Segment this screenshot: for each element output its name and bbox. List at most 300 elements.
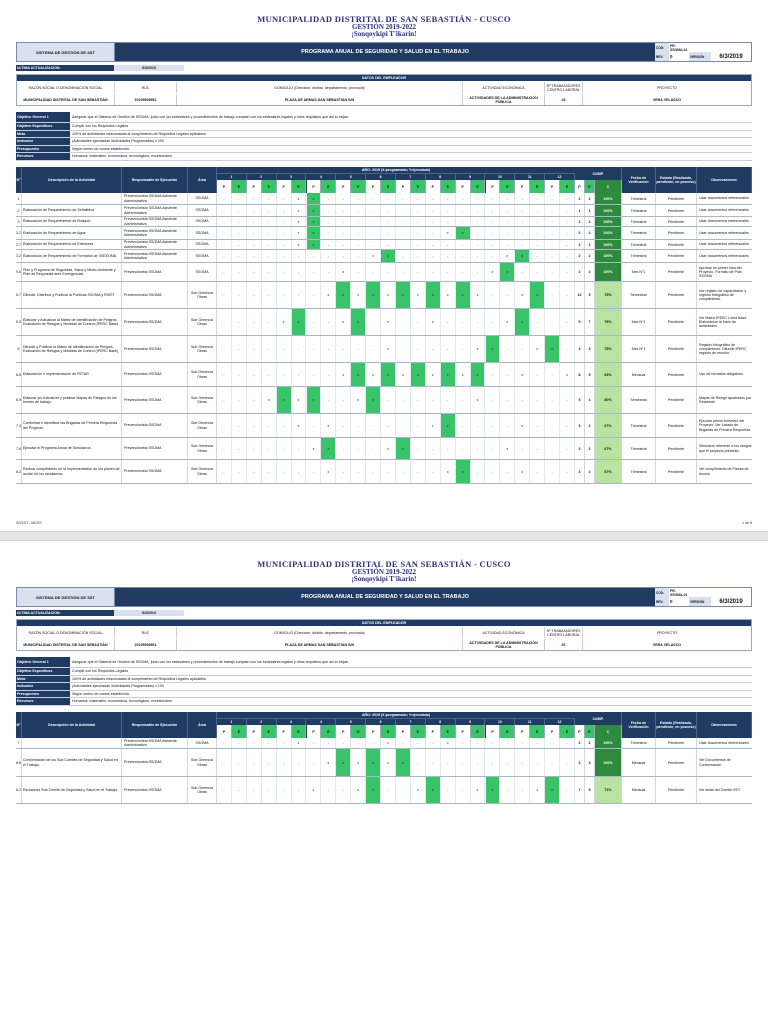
programmed-mark: x <box>381 749 396 776</box>
empty-slot: - <box>471 240 486 249</box>
objective-value: 100% de actividades relacionadas al cumplimiento de Requisitos Legales aplicables <box>72 676 206 681</box>
programmed-header: P <box>366 180 381 193</box>
empty-slot: - <box>545 193 560 204</box>
month-header: 9 <box>456 174 486 180</box>
executed-header: E <box>500 725 515 738</box>
activity-number: 3 <box>16 217 22 226</box>
column-header-num: Nº <box>16 167 22 193</box>
programmed-header: P <box>456 725 471 738</box>
empty-slot: - <box>426 217 441 226</box>
empty-slot: - <box>232 282 247 308</box>
employer-label: PROYECTO <box>656 630 678 635</box>
programmed-mark: x <box>336 309 351 335</box>
verification-date: Semestral <box>622 282 656 308</box>
empty-slot: - <box>277 217 292 226</box>
compliance-percent: 67% <box>595 438 622 459</box>
empty-slot: - <box>560 749 575 776</box>
system-label: SISTEMA DE GESTIÓN DE SST <box>17 43 115 61</box>
programmed-header: P <box>217 180 232 193</box>
executed-mark: x <box>307 240 322 249</box>
compliance-percent: 100% <box>595 250 622 262</box>
verification-date: Trimestral <box>622 250 656 262</box>
activity-number: 8 <box>16 336 22 362</box>
document-page-2 <box>0 545 768 1024</box>
empty-slot: - <box>366 414 381 437</box>
compliance-percent: 75% <box>595 282 622 308</box>
empty-slot: - <box>560 263 575 281</box>
executed-header: E <box>471 180 486 193</box>
empty-slot: - <box>396 336 411 362</box>
executed-header: E <box>381 725 396 738</box>
activity-description: Plan y Programa de Seguridad, Salud y Medio Ambiente y Plan de Respuesta ante Emergencias <box>22 263 122 281</box>
compliance-header: CUMP. <box>575 167 622 180</box>
empty-slot: - <box>426 336 441 362</box>
empty-slot: - <box>530 193 545 204</box>
programmed-mark: x <box>471 387 486 413</box>
empty-slot: - <box>232 240 247 249</box>
observations: Mapas de Riesgo aprobados por Residente <box>699 395 752 404</box>
objective-row <box>16 123 752 131</box>
programmed-count: 7 <box>575 777 585 803</box>
empty-slot: - <box>500 749 515 776</box>
executed-count: 2 <box>585 217 595 226</box>
executed-mark: x <box>456 282 471 308</box>
programmed-count: 4 <box>575 336 585 362</box>
verification-date: Trimestral <box>622 217 656 226</box>
rev-value: 0 <box>670 599 673 604</box>
observations: Ver cumplimiento de Planes de Acción <box>699 467 749 476</box>
empty-slot: - <box>545 749 560 776</box>
empty-slot: - <box>336 250 351 262</box>
executed-header: E <box>530 180 545 193</box>
programmed-mark: x <box>500 438 515 459</box>
empty-slot: - <box>351 414 366 437</box>
month-header: 9 <box>456 719 486 725</box>
empty-slot: - <box>486 460 501 483</box>
empty-slot: - <box>545 205 560 216</box>
compliance-percent: 100% <box>595 227 622 239</box>
empty-slot: - <box>381 227 396 239</box>
activity-area: SSOMA <box>188 193 217 204</box>
programmed-mark: x <box>307 438 322 459</box>
programmed-mark: x <box>530 777 545 803</box>
empty-slot: - <box>471 749 486 776</box>
programmed-count: 2 <box>575 250 585 262</box>
table-row <box>16 414 752 438</box>
executed-count: 1 <box>585 240 595 249</box>
activity-description: Elaboración de Requerimiento de Agua <box>22 227 122 239</box>
column-header-fecha: Fecha de Verificación <box>622 167 656 193</box>
activity-description: Elaborar y/o Actualizar y publicar Mapas de Riesgos de los frentes de trabajo. <box>22 387 122 413</box>
empty-slot: - <box>262 460 277 483</box>
empty-slot: - <box>515 217 530 226</box>
activity-area: Sub Gerencia Obras <box>188 363 217 386</box>
programmed-header: P <box>307 180 322 193</box>
programmed-mark: x <box>381 738 396 748</box>
schedule-grid <box>217 227 575 239</box>
compliance-percent: 100% <box>595 749 622 776</box>
programmed-header: P <box>515 725 530 738</box>
table-row <box>16 217 752 227</box>
observations: Registro fotográfico de cumplimiento. Difundir IPERC registro de reunión. <box>699 342 747 356</box>
programmed-mark: x <box>411 282 426 308</box>
empty-slot: - <box>560 205 575 216</box>
empty-slot: - <box>247 363 262 386</box>
empty-slot: - <box>336 240 351 249</box>
executed-count: 9 <box>585 282 595 308</box>
column-header-obs: Observaciones <box>697 712 752 738</box>
observations: Usar documentos referenciales <box>699 740 749 745</box>
executed-count: 5 <box>585 363 595 386</box>
empty-slot: - <box>426 438 441 459</box>
empty-slot: - <box>456 263 471 281</box>
programmed-count: 9 <box>575 309 585 335</box>
empty-slot: - <box>560 777 575 803</box>
activity-number: 7.8 <box>16 438 22 459</box>
activity-area: Sub Gerencia Obras <box>188 387 217 413</box>
schedule-grid <box>217 749 575 776</box>
empty-slot: - <box>545 414 560 437</box>
table-row <box>16 460 752 484</box>
empty-slot: - <box>456 438 471 459</box>
month-header: 7 <box>396 719 426 725</box>
empty-slot: - <box>441 749 456 776</box>
activity-area: SSOMA <box>188 217 217 226</box>
programmed-mark: x <box>321 414 336 437</box>
employer-data <box>16 619 752 651</box>
objective-value: 100% de actividades relacionadas al cumplimiento de Requisitos Legales aplicables <box>72 131 206 136</box>
empty-slot: - <box>336 460 351 483</box>
programmed-header: P <box>545 180 560 193</box>
status-text: Pendiente <box>656 414 697 437</box>
table-row <box>16 227 752 240</box>
programmed-mark: x <box>515 363 530 386</box>
programmed-mark: x <box>292 738 307 748</box>
objective-key: Indicador <box>16 683 70 690</box>
activity-area: Sub Gerencia Obras <box>188 749 217 776</box>
executed-header: E <box>530 725 545 738</box>
programmed-mark: x <box>486 263 501 281</box>
programmed-mark: x <box>381 438 396 459</box>
objective-row <box>16 668 752 676</box>
empty-slot: - <box>545 282 560 308</box>
programmed-mark: x <box>351 777 366 803</box>
empty-slot: - <box>247 217 262 226</box>
activity-description <box>22 738 122 748</box>
org-name: MUNICIPALIDAD DISTRITAL DE SAN SEBASTIÁN - CUSCO <box>257 14 511 24</box>
compliance-percent: 100% <box>595 263 622 281</box>
empty-slot: - <box>277 438 292 459</box>
month-header: 5 <box>336 719 366 725</box>
executed-header: E <box>560 180 575 193</box>
empty-slot: - <box>530 217 545 226</box>
empty-slot: - <box>217 738 232 748</box>
empty-slot: - <box>426 205 441 216</box>
empty-slot: - <box>396 240 411 249</box>
empty-slot: - <box>471 205 486 216</box>
employer-label: ACTIVIDAD ECONÓMICA <box>463 82 545 93</box>
employer-value: MUNICIPALIDAD DISTRITAL DE SAN SEBASTIÁN <box>17 639 115 650</box>
empty-slot: - <box>456 387 471 413</box>
programmed-mark: x <box>426 363 441 386</box>
empty-slot: - <box>500 193 515 204</box>
objective-value: Asegurar que el Sistema de Gestión de SSOMA, junto con los estándares y procedimientos de trabajo cumplan con los estándares legales y otros requisitos que así lo exijan. <box>72 115 350 119</box>
compliance-sub-header: C <box>595 725 622 738</box>
activity-responsible: Prevencionista SSOMA <box>122 282 188 308</box>
employer-title: DATOS DEL EMPLEADOR <box>17 620 751 626</box>
executed-mark: x <box>545 777 560 803</box>
month-header: 8 <box>426 174 456 180</box>
programmed-mark: x <box>292 414 307 437</box>
empty-slot: - <box>500 282 515 308</box>
empty-slot: - <box>232 250 247 262</box>
empty-slot: - <box>486 387 501 413</box>
empty-slot: - <box>351 205 366 216</box>
empty-slot: - <box>411 309 426 335</box>
column-header-fecha: Fecha de Verificación <box>622 712 656 738</box>
empty-slot: - <box>277 336 292 362</box>
empty-slot: - <box>247 263 262 281</box>
empty-slot: - <box>381 240 396 249</box>
empty-slot: - <box>471 217 486 226</box>
compliance-sub-header: P <box>575 725 585 738</box>
cod-value: PR-SSOMA-01 <box>670 588 688 597</box>
programmed-mark: x <box>351 749 366 776</box>
programmed-mark: x <box>426 309 441 335</box>
executed-header: E <box>500 180 515 193</box>
empty-slot: - <box>456 205 471 216</box>
empty-slot: - <box>411 240 426 249</box>
empty-slot: - <box>336 777 351 803</box>
executed-mark: x <box>426 777 441 803</box>
empty-slot: - <box>351 336 366 362</box>
executed-mark: x <box>351 363 366 386</box>
empty-slot: - <box>366 460 381 483</box>
empty-slot: - <box>500 217 515 226</box>
empty-slot: - <box>247 282 262 308</box>
empty-slot: - <box>486 227 501 239</box>
empty-slot: - <box>277 777 292 803</box>
verification-date: Mensual <box>622 777 656 803</box>
system-label: SISTEMA DE GESTIÓN DE SST <box>17 588 115 606</box>
status-text: Pendiente <box>656 309 697 335</box>
employer-title: DATOS DEL EMPLEADOR <box>17 75 751 81</box>
empty-slot: - <box>217 460 232 483</box>
executed-mark: x <box>396 438 411 459</box>
month-header: 2 <box>247 719 277 725</box>
empty-slot: - <box>262 240 277 249</box>
empty-slot: - <box>515 438 530 459</box>
update-label: ULTIMA ACTUALIZACION: <box>16 610 114 616</box>
document-code-box <box>655 43 751 61</box>
verification-date: Trimestral <box>622 460 656 483</box>
programmed-mark: x <box>441 282 456 308</box>
observations: Aprobar en primer mes del Proyecto, Formato de Plan SSOMA <box>699 265 742 279</box>
programmed-header: P <box>307 725 322 738</box>
empty-slot: - <box>426 749 441 776</box>
verification-date: Trimestral <box>622 738 656 748</box>
empty-slot: - <box>545 240 560 249</box>
activity-responsible: Prevencionista SSOMA Asistente Administrativa <box>122 217 188 226</box>
empty-slot: - <box>232 414 247 437</box>
objective-row <box>16 112 752 123</box>
empty-slot: - <box>336 387 351 413</box>
update-value: 6/3/2019 <box>114 610 184 616</box>
executed-header: E <box>321 180 336 193</box>
empty-slot: - <box>292 749 307 776</box>
empty-slot: - <box>366 205 381 216</box>
empty-slot: - <box>426 738 441 748</box>
empty-slot: - <box>530 363 545 386</box>
empty-slot: - <box>471 263 486 281</box>
empty-slot: - <box>232 263 247 281</box>
empty-slot: - <box>247 227 262 239</box>
empty-slot: - <box>277 263 292 281</box>
objective-value: Asegurar que el Sistema de Gestión de SSOMA, junto con los estándares y procedimientos de trabajo cumplan con los estándares legales y otros requisitos que así lo exijan. <box>72 660 350 664</box>
schedule-grid <box>217 240 575 249</box>
activity-area: Sub Gerencia Obras <box>188 282 217 308</box>
version-value: 6/3/2019 <box>719 53 743 60</box>
empty-slot: - <box>321 738 336 748</box>
cod-label: COD: <box>655 43 669 52</box>
empty-slot: - <box>396 263 411 281</box>
executed-mark: x <box>486 777 501 803</box>
cod-value: PR-SSOMA-01 <box>670 43 688 52</box>
activity-number: 8.8 <box>16 749 22 776</box>
empty-slot: - <box>515 205 530 216</box>
executed-count: 2 <box>585 738 595 748</box>
employer-label: DOMICILIO (Dirección, distrito, departamento, provincia) <box>177 82 463 93</box>
empty-slot: - <box>545 738 560 748</box>
empty-slot: - <box>441 309 456 335</box>
programmed-mark: x <box>321 749 336 776</box>
executed-mark: x <box>396 282 411 308</box>
month-header: 11 <box>515 174 545 180</box>
empty-slot: - <box>500 336 515 362</box>
empty-slot: - <box>321 777 336 803</box>
empty-slot: - <box>560 460 575 483</box>
programmed-mark: x <box>515 460 530 483</box>
programmed-mark: x <box>351 387 366 413</box>
empty-slot: - <box>441 193 456 204</box>
column-header-num: Nº <box>16 712 22 738</box>
verification-date: Trimestral <box>622 227 656 239</box>
table-row <box>16 193 752 205</box>
activity-responsible: Prevencionista SSOMA <box>122 263 188 281</box>
empty-slot: - <box>560 336 575 362</box>
executed-mark: x <box>530 282 545 308</box>
empty-slot: - <box>441 777 456 803</box>
column-header-desc: Descripción de la Actividad <box>22 167 122 193</box>
verification-date: Mensual <box>622 749 656 776</box>
empty-slot: - <box>336 414 351 437</box>
objective-key: Presupuesto <box>16 691 70 698</box>
empty-slot: - <box>486 250 501 262</box>
objective-row <box>16 683 752 691</box>
empty-slot: - <box>396 309 411 335</box>
empty-slot: - <box>336 336 351 362</box>
empty-slot: - <box>277 240 292 249</box>
verification-date: Semestral <box>622 387 656 413</box>
schedule-grid <box>217 250 575 262</box>
observations: Ver actas del Comité SST <box>699 787 741 792</box>
empty-slot: - <box>545 387 560 413</box>
activity-description: Difundir y Publicar la Matriz de Identificación de Peligros, Evaluación de Riesgos y Medidas de Control (IPERC Base) <box>22 336 122 362</box>
empty-slot: - <box>232 205 247 216</box>
org-name: MUNICIPALIDAD DISTRITAL DE SAN SEBASTIÁN - CUSCO <box>257 559 511 569</box>
empty-slot: - <box>307 282 322 308</box>
footer-page: 1 de 8 <box>742 521 752 525</box>
executed-mark: x <box>336 282 351 308</box>
executed-header: E <box>560 725 575 738</box>
month-header: 7 <box>396 174 426 180</box>
empty-slot: - <box>247 438 262 459</box>
empty-slot: - <box>232 309 247 335</box>
executed-count: 2 <box>585 263 595 281</box>
schedule-grid <box>217 217 575 226</box>
table-row <box>16 282 752 309</box>
footer-left: SGSST - MDSS <box>16 521 42 525</box>
empty-slot: - <box>262 193 277 204</box>
status-text: Pendiente <box>656 217 697 226</box>
programmed-mark: x <box>351 282 366 308</box>
empty-slot: - <box>486 205 501 216</box>
last-update <box>16 610 752 616</box>
empty-slot: - <box>321 240 336 249</box>
empty-slot: - <box>292 336 307 362</box>
empty-slot: - <box>217 282 232 308</box>
empty-slot: - <box>396 250 411 262</box>
status-text: Pendiente <box>656 387 697 413</box>
empty-slot: - <box>560 438 575 459</box>
employer-label: RAZÓN SOCIAL O DENOMINACIÓN SOCIAL <box>17 627 115 638</box>
empty-slot: - <box>262 217 277 226</box>
activity-responsible: Prevencionista SSOMA Asistente Administrativa <box>122 240 188 249</box>
empty-slot: - <box>515 749 530 776</box>
activity-area: SSOMA <box>188 205 217 216</box>
executed-mark: x <box>307 227 322 239</box>
empty-slot: - <box>307 414 322 437</box>
empty-slot: - <box>366 438 381 459</box>
compliance-sub-header: E <box>585 725 595 738</box>
executed-header: E <box>351 725 366 738</box>
employer-data <box>16 74 752 106</box>
document-header <box>16 42 752 62</box>
empty-slot: - <box>247 193 262 204</box>
empty-slot: - <box>456 777 471 803</box>
executed-mark: x <box>366 387 381 413</box>
status-text: Pendiente <box>656 250 697 262</box>
programmed-mark: x <box>292 193 307 204</box>
activity-responsible: Prevencionista SSOMA Asistente Administrativa <box>122 250 188 262</box>
empty-slot: - <box>277 414 292 437</box>
month-header: 8 <box>426 719 456 725</box>
column-header-estado: Estado (Realizado, pendiente, en proceso) <box>656 167 697 193</box>
column-header-obs: Observaciones <box>697 167 752 193</box>
empty-slot: - <box>247 205 262 216</box>
programmed-mark: x <box>292 227 307 239</box>
activity-number: 3.2 <box>16 250 22 262</box>
update-label: ULTIMA ACTUALIZACION: <box>16 65 114 71</box>
executed-mark: x <box>321 438 336 459</box>
empty-slot: - <box>515 240 530 249</box>
executed-mark: x <box>515 250 530 262</box>
empty-slot: - <box>411 263 426 281</box>
column-header-resp: Responsable de Ejecución <box>122 712 188 738</box>
empty-slot: - <box>530 227 545 239</box>
empty-slot: - <box>441 205 456 216</box>
empty-slot: - <box>366 193 381 204</box>
